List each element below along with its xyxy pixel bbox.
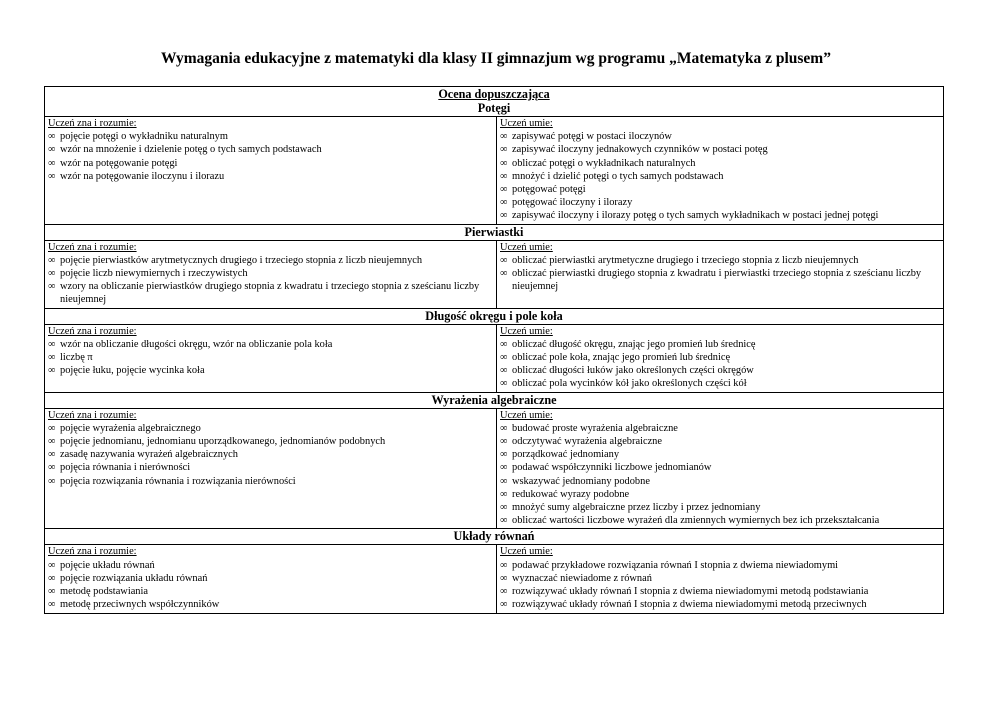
bullet-icon: ∞ bbox=[48, 365, 56, 377]
bullet-icon: ∞ bbox=[48, 170, 56, 182]
list-item bbox=[48, 475, 493, 488]
section-header-row bbox=[45, 529, 944, 545]
list-item bbox=[500, 514, 940, 527]
list-item bbox=[500, 209, 940, 222]
list-item-text: podawać przykładowe rozwiązania równań I stopnia z dwiema niewiadomymi bbox=[512, 559, 839, 571]
list-item bbox=[500, 377, 940, 390]
list-item bbox=[48, 254, 493, 267]
list-item-text: obliczać wartości liczbowe wyrażeń dla zmiennych wymiernych bez ich przekształcania bbox=[512, 515, 880, 527]
knows-list bbox=[48, 422, 493, 488]
bullet-icon: ∞ bbox=[48, 268, 56, 280]
list-item bbox=[500, 422, 940, 435]
list-item bbox=[500, 183, 940, 196]
bullet-icon: ∞ bbox=[500, 502, 508, 514]
list-item-text: rozwiązywać układy równań I stopnia z dwiema niewiadomymi metodą przeciwnych bbox=[512, 599, 867, 611]
knows-list bbox=[48, 559, 493, 612]
bullet-icon: ∞ bbox=[48, 338, 56, 350]
list-item-text: pojęcie wyrażenia algebraicznego bbox=[60, 422, 201, 434]
bullet-icon: ∞ bbox=[48, 254, 56, 266]
bullet-icon: ∞ bbox=[48, 436, 56, 448]
document-title: Wymagania edukacyjne z matematyki dla klasy II gimnazjum wg programu „Matematyka z plusem” bbox=[161, 50, 831, 67]
section-title: Układy równań bbox=[453, 529, 535, 544]
list-item bbox=[500, 364, 940, 377]
list-item bbox=[48, 364, 493, 377]
knows-heading: Uczeń zna i rozumie: bbox=[48, 409, 137, 421]
list-item-text: obliczać pola wycinków kół jako określonych części kół bbox=[512, 378, 747, 390]
list-item bbox=[500, 351, 940, 364]
knows-list bbox=[48, 338, 493, 378]
bullet-icon: ∞ bbox=[500, 436, 508, 448]
section-title: Pierwiastki bbox=[464, 224, 524, 239]
bullet-icon: ∞ bbox=[500, 422, 508, 434]
list-item-text: obliczać pierwiastki drugiego stopnia z kwadratu i pierwiastki trzeciego stopnia z sześcianu liczby nieujemnej bbox=[512, 268, 922, 293]
knows-heading: Uczeń zna i rozumie: bbox=[48, 241, 137, 253]
list-item bbox=[500, 435, 940, 448]
list-item bbox=[48, 351, 493, 364]
bullet-icon: ∞ bbox=[48, 449, 56, 461]
knows-cell bbox=[45, 545, 497, 613]
list-item bbox=[500, 157, 940, 170]
section-title: Wyrażenia algebraiczne bbox=[431, 392, 557, 407]
bullet-icon: ∞ bbox=[500, 254, 508, 266]
list-item-text: odczytywać wyrażenia algebraiczne bbox=[512, 436, 662, 448]
list-item bbox=[48, 130, 493, 143]
list-item-text: pojęcie liczb niewymiernych i rzeczywistych bbox=[60, 268, 248, 280]
bullet-icon: ∞ bbox=[500, 515, 508, 527]
bullet-icon: ∞ bbox=[500, 197, 508, 209]
list-item-text: zapisywać iloczyny i ilorazy potęg o tych samych wykładnikach w postaci jednej potęgi bbox=[512, 210, 879, 222]
list-item bbox=[48, 598, 493, 611]
list-item-text: zapisywać iloczyny jednakowych czynników w postaci potęg bbox=[512, 144, 768, 156]
section-content-row bbox=[45, 324, 944, 392]
list-item-text: mnożyć sumy algebraiczne przez liczby i przez jednomiany bbox=[512, 502, 761, 514]
list-item-text: pojęcie łuku, pojęcie wycinka koła bbox=[60, 365, 205, 377]
bullet-icon: ∞ bbox=[48, 586, 56, 598]
can-list bbox=[500, 254, 940, 294]
bullet-icon: ∞ bbox=[500, 210, 508, 222]
grade-row bbox=[45, 87, 944, 117]
can-list bbox=[500, 559, 940, 612]
list-item-text: potęgować iloczyny i ilorazy bbox=[512, 197, 633, 209]
list-item bbox=[500, 254, 940, 267]
section-header-row bbox=[45, 308, 944, 324]
list-item-text: zasadę nazywania wyrażeń algebraicznych bbox=[60, 449, 238, 461]
list-item bbox=[500, 267, 940, 293]
bullet-icon: ∞ bbox=[500, 338, 508, 350]
list-item bbox=[48, 338, 493, 351]
section-header-cell bbox=[45, 529, 944, 545]
knows-heading: Uczeń zna i rozumie: bbox=[48, 325, 137, 337]
list-item bbox=[500, 559, 940, 572]
list-item-text: wskazywać jednomiany podobne bbox=[512, 475, 650, 487]
section-content-row bbox=[45, 545, 944, 613]
list-item bbox=[48, 280, 493, 306]
list-item bbox=[500, 598, 940, 611]
bullet-icon: ∞ bbox=[500, 157, 508, 169]
can-cell bbox=[497, 545, 944, 613]
list-item-text: wzór na mnożenie i dzielenie potęg o tych samych podstawach bbox=[60, 144, 322, 156]
knows-cell bbox=[45, 408, 497, 529]
knows-cell bbox=[45, 324, 497, 392]
list-item bbox=[48, 170, 493, 183]
list-item bbox=[48, 267, 493, 280]
section-content-row bbox=[45, 408, 944, 529]
can-heading: Uczeń umie: bbox=[500, 325, 553, 337]
list-item-text: obliczać pierwiastki arytmetyczne drugiego i trzeciego stopnia z liczb nieujemnych bbox=[512, 254, 859, 266]
bullet-icon: ∞ bbox=[500, 352, 508, 364]
list-item bbox=[48, 157, 493, 170]
section-header-cell bbox=[45, 308, 944, 324]
list-item bbox=[48, 422, 493, 435]
bullet-icon: ∞ bbox=[500, 475, 508, 487]
list-item-text: potęgować potęgi bbox=[512, 184, 586, 196]
can-heading: Uczeń umie: bbox=[500, 409, 553, 421]
list-item bbox=[48, 448, 493, 461]
list-item-text: redukować wyrazy podobne bbox=[512, 488, 630, 500]
knows-cell bbox=[45, 240, 497, 308]
knows-heading: Uczeń zna i rozumie: bbox=[48, 546, 137, 558]
can-list bbox=[500, 338, 940, 391]
list-item-text: wzory na obliczanie pierwiastków drugiego stopnia z kwadratu i trzeciego stopnia z sześcianu liczby nieujemnej bbox=[60, 281, 480, 306]
can-heading: Uczeń umie: bbox=[500, 546, 553, 558]
list-item-text: metodę podstawiania bbox=[60, 586, 149, 598]
list-item-text: pojęcie jednomianu, jednomianu uporządkowanego, jednomianów podobnych bbox=[60, 436, 386, 448]
list-item-text: budować proste wyrażenia algebraiczne bbox=[512, 422, 678, 434]
bullet-icon: ∞ bbox=[500, 462, 508, 474]
bullet-icon: ∞ bbox=[500, 365, 508, 377]
bullet-icon: ∞ bbox=[500, 131, 508, 143]
list-item-text: wzór na potęgowanie potęgi bbox=[60, 157, 178, 169]
section-header-cell bbox=[45, 224, 944, 240]
knows-cell bbox=[45, 117, 497, 225]
section-title: Potęgi bbox=[477, 101, 511, 115]
bullet-icon: ∞ bbox=[500, 184, 508, 196]
bullet-icon: ∞ bbox=[500, 488, 508, 500]
list-item-text: pojęcie pierwiastków arytmetycznych drugiego i trzeciego stopnia z liczb nieujemnych bbox=[60, 254, 423, 266]
bullet-icon: ∞ bbox=[48, 157, 56, 169]
list-item bbox=[500, 130, 940, 143]
section-content-row bbox=[45, 240, 944, 308]
bullet-icon: ∞ bbox=[500, 559, 508, 571]
bullet-icon: ∞ bbox=[500, 586, 508, 598]
bullet-icon: ∞ bbox=[48, 599, 56, 611]
bullet-icon: ∞ bbox=[500, 572, 508, 584]
can-cell bbox=[497, 324, 944, 392]
list-item bbox=[48, 585, 493, 598]
list-item-text: rozwiązywać układy równań I stopnia z dwiema niewiadomymi metodą podstawiania bbox=[512, 586, 869, 598]
bullet-icon: ∞ bbox=[48, 422, 56, 434]
section-title: Długość okręgu i pole koła bbox=[425, 308, 563, 323]
requirements-table-body bbox=[45, 87, 944, 614]
bullet-icon: ∞ bbox=[48, 131, 56, 143]
grade-title: Ocena dopuszczająca bbox=[438, 87, 550, 101]
list-item-text: pojęcia równania i nierówności bbox=[60, 462, 191, 474]
list-item-text: pojęcia rozwiązania równania i rozwiązania nierówności bbox=[60, 475, 296, 487]
list-item-text: liczbę π bbox=[60, 352, 93, 364]
list-item bbox=[500, 475, 940, 488]
list-item bbox=[48, 559, 493, 572]
list-item-text: podawać współczynniki liczbowe jednomianów bbox=[512, 462, 712, 474]
knows-list bbox=[48, 130, 493, 183]
knows-list bbox=[48, 254, 493, 307]
can-list bbox=[500, 130, 940, 222]
list-item bbox=[48, 143, 493, 156]
list-item bbox=[500, 143, 940, 156]
list-item bbox=[500, 461, 940, 474]
section-header-row bbox=[45, 224, 944, 240]
can-cell bbox=[497, 408, 944, 529]
section-content-row bbox=[45, 117, 944, 225]
bullet-icon: ∞ bbox=[48, 475, 56, 487]
section-header-cell bbox=[45, 392, 944, 408]
list-item bbox=[500, 501, 940, 514]
can-heading: Uczeń umie: bbox=[500, 118, 553, 129]
list-item bbox=[500, 448, 940, 461]
list-item-text: obliczać pole koła, znając jego promień lub średnicę bbox=[512, 352, 731, 364]
bullet-icon: ∞ bbox=[48, 144, 56, 156]
list-item-text: metodę przeciwnych współczynników bbox=[60, 599, 220, 611]
list-item bbox=[500, 585, 940, 598]
bullet-icon: ∞ bbox=[48, 559, 56, 571]
list-item-text: zapisywać potęgi w postaci iloczynów bbox=[512, 131, 672, 143]
knows-heading: Uczeń zna i rozumie: bbox=[48, 118, 137, 129]
bullet-icon: ∞ bbox=[500, 170, 508, 182]
bullet-icon: ∞ bbox=[48, 281, 56, 293]
bullet-icon: ∞ bbox=[500, 378, 508, 390]
list-item-text: obliczać długości łuków jako określonych części okręgów bbox=[512, 365, 754, 377]
list-item bbox=[500, 488, 940, 501]
bullet-icon: ∞ bbox=[48, 352, 56, 364]
list-item bbox=[48, 435, 493, 448]
can-heading: Uczeń umie: bbox=[500, 241, 553, 253]
list-item-text: porządkować jednomiany bbox=[512, 449, 620, 461]
bullet-icon: ∞ bbox=[48, 572, 56, 584]
list-item-text: wzór na potęgowanie iloczynu i ilorazu bbox=[60, 170, 225, 182]
list-item-text: obliczać długość okręgu, znając jego promień lub średnicę bbox=[512, 338, 756, 350]
bullet-icon: ∞ bbox=[500, 268, 508, 280]
list-item-text: wzór na obliczanie długości okręgu, wzór na obliczanie pola koła bbox=[60, 338, 333, 350]
bullet-icon: ∞ bbox=[500, 599, 508, 611]
list-item bbox=[48, 461, 493, 474]
list-item-text: pojęcie układu równań bbox=[60, 559, 155, 571]
section-header-row bbox=[45, 392, 944, 408]
list-item bbox=[500, 170, 940, 183]
can-cell bbox=[497, 240, 944, 308]
can-list bbox=[500, 422, 940, 528]
list-item bbox=[500, 572, 940, 585]
list-item-text: mnożyć i dzielić potęgi o tych samych podstawach bbox=[512, 170, 724, 182]
list-item bbox=[48, 572, 493, 585]
list-item-text: pojęcie rozwiązania układu równań bbox=[60, 572, 208, 584]
can-cell bbox=[497, 117, 944, 225]
list-item-text: obliczać potęgi o wykładnikach naturalnych bbox=[512, 157, 696, 169]
bullet-icon: ∞ bbox=[500, 144, 508, 156]
requirements-table bbox=[44, 86, 944, 614]
bullet-icon: ∞ bbox=[500, 449, 508, 461]
bullet-icon: ∞ bbox=[48, 462, 56, 474]
list-item-text: pojęcie potęgi o wykładniku naturalnym bbox=[60, 131, 228, 143]
grade-header-cell bbox=[45, 87, 944, 117]
list-item bbox=[500, 338, 940, 351]
list-item-text: wyznaczać niewiadome z równań bbox=[512, 572, 652, 584]
list-item bbox=[500, 196, 940, 209]
